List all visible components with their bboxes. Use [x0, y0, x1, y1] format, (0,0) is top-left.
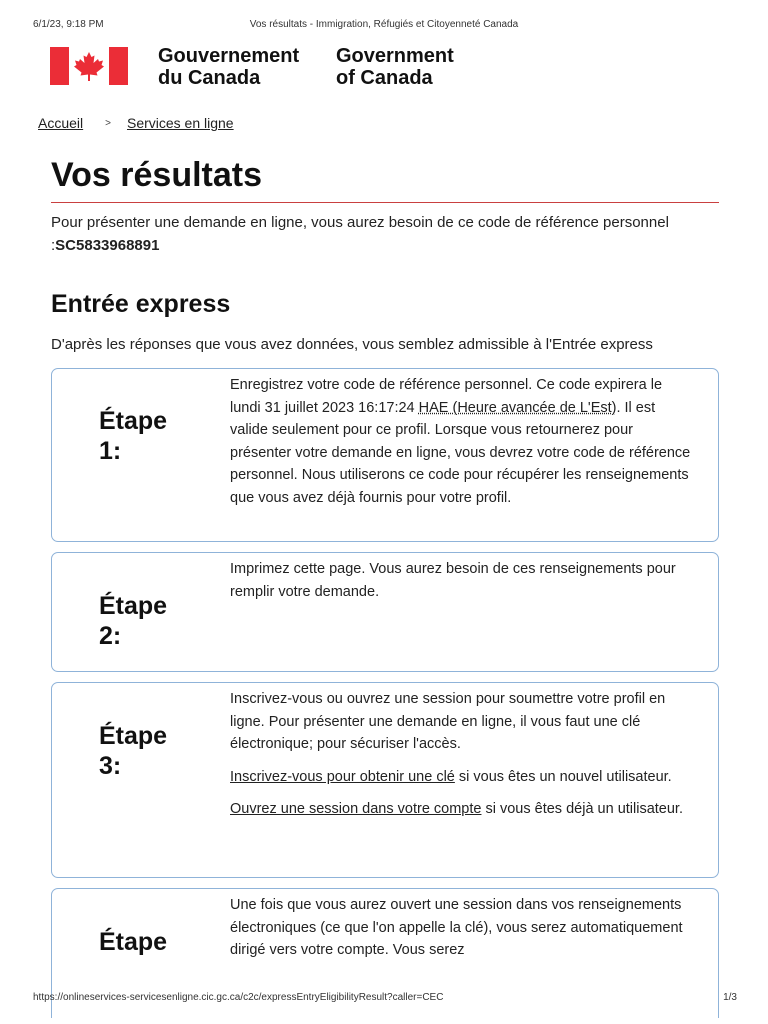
- register-key-suffix: si vous êtes un nouvel utilisateur.: [454, 768, 672, 785]
- government-name-en-line2: of Canada: [336, 67, 433, 89]
- step-number: 2:: [99, 622, 122, 650]
- intro-text: [51, 211, 721, 257]
- time-zone-abbreviation[interactable]: HAE (Heure avancée de L'Est): [418, 399, 617, 416]
- step-body-4: Une fois que vous aurez ouvert une session dans vos renseignements électroniques (ce que l'on appelle la clé), vous serez automatiquement dirigé vers votre compte. Vous serez: [230, 897, 683, 958]
- step-3-register-line: [230, 766, 695, 789]
- step-label-3: [99, 721, 209, 781]
- breadcrumb-home-link[interactable]: Accueil: [38, 115, 84, 131]
- section-description: D'après les réponses que vous avez données, vous semblez admissible à l'Entrée express: [51, 336, 653, 353]
- print-page-title: Vos résultats - Immigration, Réfugiés et Citoyenneté Canada: [249, 19, 519, 30]
- step-card-3: [51, 682, 719, 878]
- step-number: 3:: [99, 752, 122, 780]
- government-name-fr-line1: Gouvernement: [158, 45, 300, 67]
- step-1-text-after: . Il est valide seulement pour ce profil. Lorsque vous retournerez pour présenter votre demande en ligne, vous devrez votre code de référence personnel. Nous utiliserons ce code pour récupérer les renseignements que vous avez déjà fournis pour votre profil.: [230, 399, 691, 506]
- step-label-1: [99, 406, 209, 466]
- step-3-text: Inscrivez-vous ou ouvrez une session pour soumettre votre profil en ligne. Pour présenter une demande en ligne, il vous faut une clé électronique; pour sécuriser l'accès.: [230, 691, 666, 752]
- step-card-1: [51, 368, 719, 542]
- government-banner: [50, 45, 550, 89]
- government-name-en-line1: Government: [336, 45, 454, 67]
- breadcrumb: [38, 115, 234, 131]
- print-datetime: 6/1/23, 9:18 PM: [33, 19, 104, 30]
- step-1-text-before: Enregistrez votre code de référence personnel. Ce code expirera le lundi 31 juillet 2023 16:17:24: [230, 377, 663, 416]
- section-title: Entrée express: [51, 290, 231, 318]
- government-name-en: [336, 45, 454, 89]
- step-label-2: [99, 591, 209, 651]
- page-title: Vos résultats: [51, 156, 263, 194]
- print-url: https://onlineservices-servicesenligne.cic.gc.ca/c2c/expressEntryEligibilityResult?caller=CEC: [33, 992, 444, 1003]
- step-label-4: [99, 927, 209, 957]
- title-divider: [51, 202, 719, 203]
- government-name-fr-line2: du Canada: [158, 67, 261, 89]
- step-body-2: Imprimez cette page. Vous aurez besoin de ces renseignements pour remplir votre demande.: [230, 561, 676, 600]
- register-key-link[interactable]: Inscrivez-vous pour obtenir une clé: [230, 768, 455, 785]
- step-card-2: [51, 552, 719, 672]
- step-3-signin-line: [230, 798, 695, 821]
- breadcrumb-services-link[interactable]: Services en ligne: [126, 115, 234, 131]
- step-body-1: [230, 374, 695, 509]
- sign-in-suffix: si vous êtes déjà un utilisateur.: [481, 801, 683, 817]
- breadcrumb-separator: >: [105, 118, 111, 129]
- sign-in-account-link[interactable]: Ouvrez une session dans votre compte: [230, 801, 482, 817]
- intro-text-body: Pour présenter une demande en ligne, vous aurez besoin de ce code de référence personnel :: [51, 214, 669, 254]
- canada-flag-icon: [50, 47, 128, 85]
- step-body-3: [230, 688, 695, 831]
- government-name-fr: [158, 45, 299, 89]
- print-header: [0, 0, 768, 28]
- step-word: Étape: [99, 722, 168, 750]
- step-word: Étape: [99, 928, 168, 956]
- reference-code: SC5833968891: [55, 237, 160, 254]
- step-word: Étape: [99, 592, 168, 620]
- step-number: 1:: [99, 437, 122, 465]
- step-word: Étape: [99, 407, 168, 435]
- print-page-number: 1/3: [723, 992, 737, 1003]
